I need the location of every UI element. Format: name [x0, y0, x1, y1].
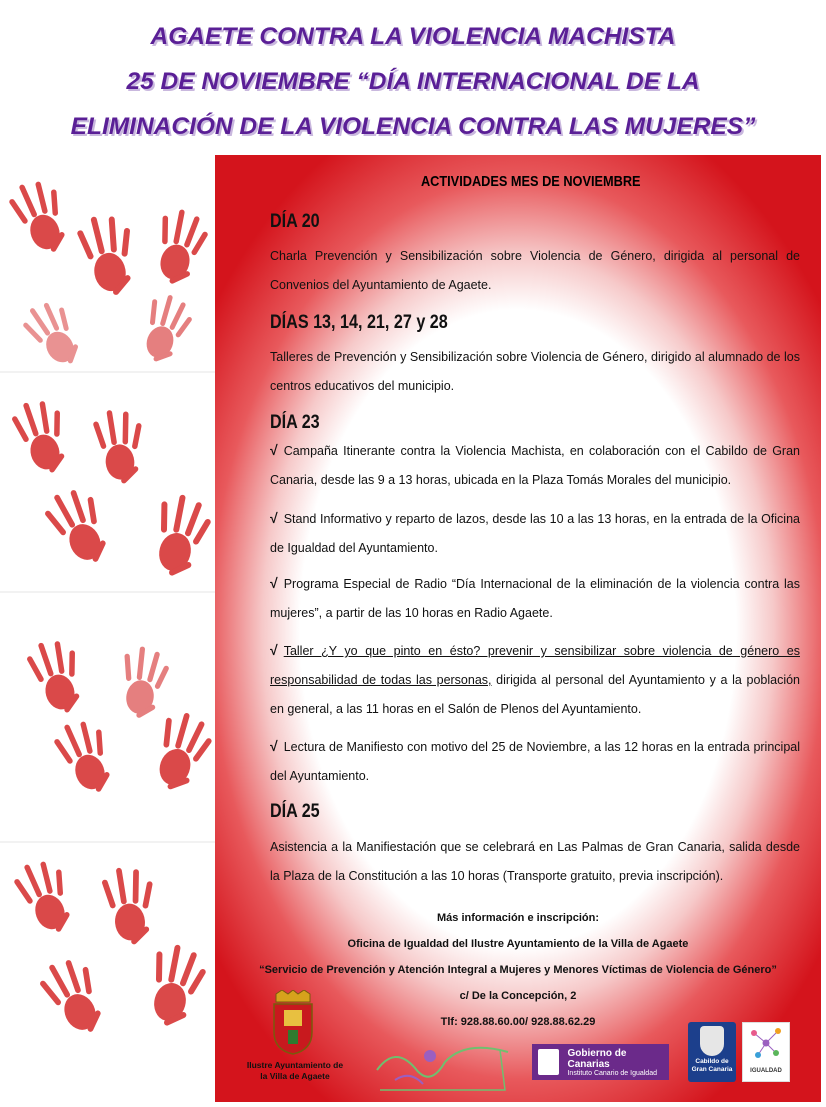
- check-mark-icon: √: [270, 510, 278, 526]
- gobierno-canarias-logo: [532, 1044, 669, 1080]
- cabildo-label-1: Cabildo de: [695, 1058, 729, 1065]
- day-23-heading: DÍA 23: [270, 412, 320, 433]
- header-line-3: ELIMINACIÓN DE LA VIOLENCIA CONTRA LAS MUJERES”: [70, 113, 756, 140]
- igualdad-logo: [742, 1022, 790, 1082]
- day-23-item-2: [270, 504, 800, 563]
- ayuntamiento-label-line-2: la Villa de Agaete: [260, 1071, 330, 1081]
- contact-line-3: “Servicio de Prevención y Atención Integral a Mujeres y Menores Víctimas de Violencia de Género”: [259, 964, 777, 976]
- day-23-item-4-underlined: Taller ¿Y yo que pinto en ésto? prevenir y sensibilizar sobre violencia de género es responsabilidad de todas las personas,: [270, 644, 800, 687]
- poster-header: [0, 14, 826, 149]
- day-23-item-5-text: Lectura de Manifiesto con motivo del 25 de Noviembre, a las 12 horas en la entrada principal del Ayuntamiento.: [270, 740, 800, 783]
- check-mark-icon: √: [270, 738, 278, 754]
- gobierno-label-2: Instituto Canario de Igualdad: [567, 1069, 657, 1077]
- coat-of-arms-icon: [268, 990, 318, 1056]
- contact-line-2: Oficina de Igualdad del Ilustre Ayuntamiento de la Villa de Agaete: [347, 938, 689, 950]
- program-logo-icon: [375, 1040, 510, 1098]
- day-23-item-3-text: Programa Especial de Radio “Día Internacional de la eliminación de la violencia contra las mujeres”, a partir de las 10 horas en Radio Agaete.: [270, 577, 800, 620]
- gobierno-label-1: Gobierno de Canarias: [567, 1047, 627, 1070]
- check-mark-icon: √: [270, 642, 278, 658]
- ayuntamiento-label: [225, 1060, 365, 1082]
- cabildo-label-2: Gran Canaria: [691, 1066, 733, 1073]
- handprints-decoration: [0, 152, 215, 1102]
- coat-of-arms-logo: [268, 990, 318, 1056]
- day-23-item-2-text: Stand Informativo y reparto de lazos, desde las 10 a las 13 horas, en la entrada de la Oficina de Igualdad del Ayuntamiento.: [270, 512, 800, 555]
- day-25-text: Asistencia a la Manifiestación que se celebrará en Las Palmas de Gran Canaria, salida desde la Plaza de la Constitución a las 10 horas (Transporte gratuito, previa inscripción).: [270, 840, 800, 883]
- gobierno-shield-icon: [538, 1049, 559, 1075]
- day-23-item-1-text: Campaña Itinerante contra la Violencia Machista, en colaboración con el Cabildo de Gran Canaria, desde las 9 a 13 horas, ubicada en la Plaza Tomás Morales del municipio.: [270, 444, 800, 487]
- contact-line-1: Más información e inscripción:: [437, 912, 599, 924]
- cabildo-logo: [688, 1022, 736, 1082]
- days-13-28-heading: DÍAS 13, 14, 21, 27 y 28: [270, 312, 448, 333]
- program-logo: [375, 1040, 510, 1098]
- activities-title: ACTIVIDADES MES DE NOVIEMBRE: [420, 173, 641, 190]
- header-line-2: 25 DE NOVIEMBRE “DÍA INTERNACIONAL DE LA: [126, 68, 700, 95]
- day-23-item-3: [270, 569, 800, 628]
- day-20-heading: DÍA 20: [270, 211, 320, 232]
- contact-line-4: c/ De la Concepción, 2: [459, 990, 577, 1002]
- check-mark-icon: √: [270, 442, 278, 458]
- days-13-28-text: Talleres de Prevención y Sensibilización sobre Violencia de Género, dirigido al alumnado de los centros educativos del municipio.: [270, 350, 800, 393]
- contact-line-5: Tlf: 928.88.60.00/ 928.88.62.29: [440, 1016, 596, 1028]
- ayuntamiento-label-line-1: Ilustre Ayuntamiento de: [246, 1060, 344, 1070]
- day-23-item-5: [270, 732, 800, 791]
- day-23-item-1: [270, 436, 800, 495]
- cabildo-shield-icon: [700, 1026, 724, 1056]
- header-line-1: AGAETE CONTRA LA VIOLENCIA MACHISTA: [150, 23, 676, 50]
- check-mark-icon: √: [270, 575, 278, 591]
- day-23-item-4-text: dirigida al personal del Ayuntamiento y a la población en general, a las 11 horas en el Salón de Plenos del Ayuntamiento.: [270, 673, 801, 716]
- day-23-item-4: [270, 636, 800, 724]
- igualdad-network-icon: [746, 1023, 786, 1063]
- igualdad-label: IGUALDAD: [750, 1068, 782, 1074]
- day-25-heading: DÍA 25: [270, 801, 320, 822]
- handprints-image: [0, 152, 215, 1102]
- day-20-text: Charla Prevención y Sensibilización sobre Violencia de Género, dirigida al personal de Convenios del Ayuntamiento de Agaete.: [270, 249, 800, 292]
